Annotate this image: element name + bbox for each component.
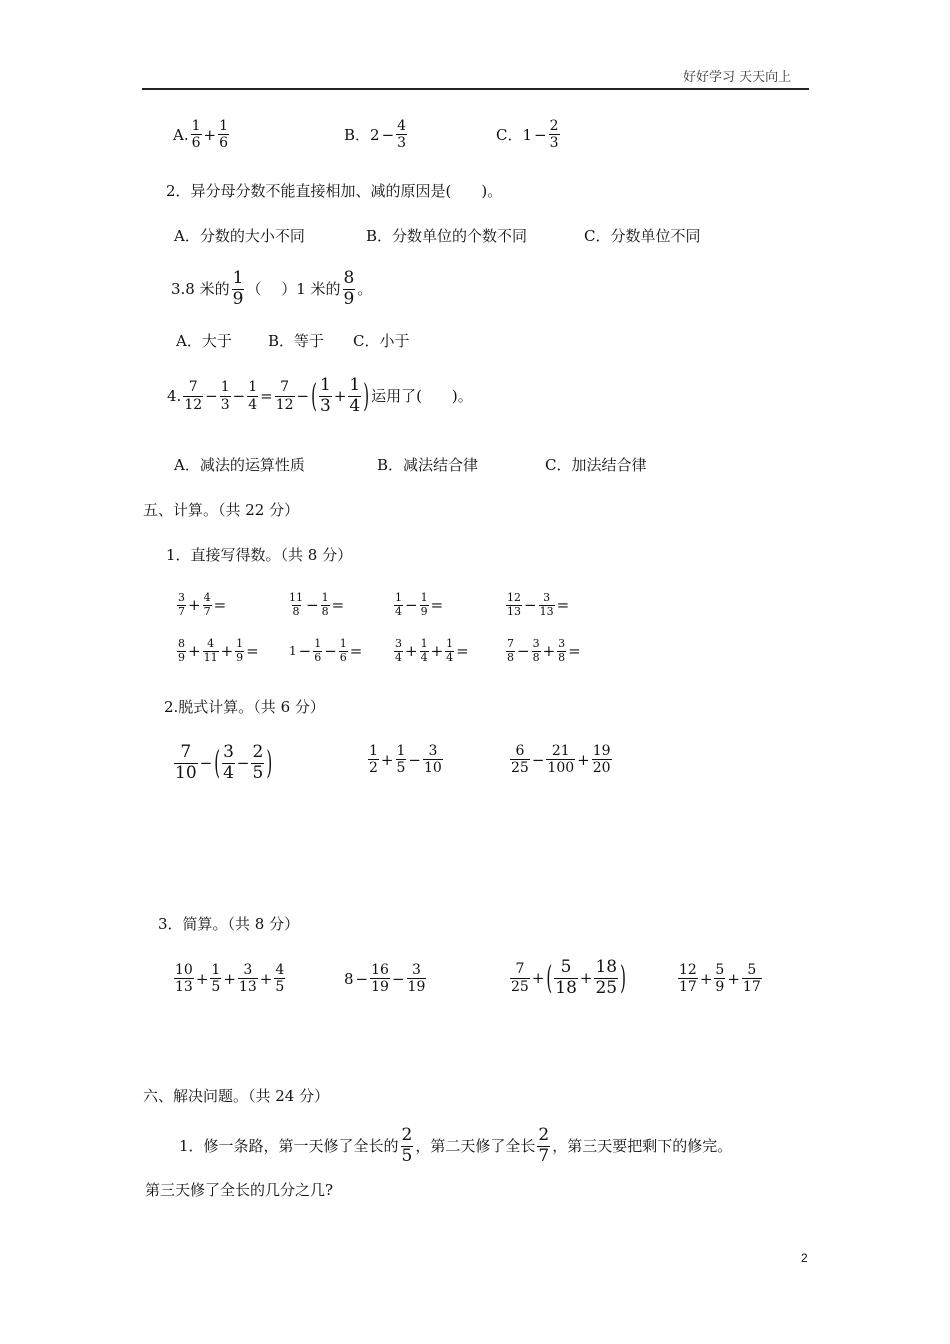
q4-option-a: A．减法的运算性质 [174,456,305,474]
q3-option-a: A．大于 [176,332,232,350]
problem-1-line-1: 1．修一条路，第一天修了全长的 $\frac{2}{5}$ ，第二天修了全长 $\frac{2}{7}$ ，第三天要把剩下的修完。 [179,1125,733,1166]
problem-1-line-2: 第三天修了全长的几分之几? [145,1181,334,1199]
q2-stem: 2．异分母分数不能直接相加、减的原因是( )。 [166,182,503,200]
q1-option-b: B．2 − $\frac{4}{3}$ [344,118,407,152]
section5-sub3: 3．简算。（共 8 分） [158,915,300,933]
section6-title: 六、解决问题。（共 24 分） [143,1087,330,1105]
q2-option-b: B．分数单位的个数不同 [366,227,528,245]
mental-r2-3: $\frac{3}{4}$ + $\frac{1}{4}$ + $\frac{1}{4}$ = [395,637,469,664]
section5-title: 五、计算。（共 22 分） [143,501,300,519]
q1-option-c: C．1 − $\frac{2}{3}$ [496,118,559,152]
mental-r1-3: $\frac{1}{4}$ − $\frac{1}{9}$ = [395,591,444,618]
mental-r2-1: $\frac{8}{9}$ + $\frac{4}{11}$ + $\frac{1}{9}$ = [178,637,259,664]
mental-r2-4: $\frac{7}{8}$ − $\frac{3}{8}$ + $\frac{3}{8}$ = [507,637,581,664]
stepcalc-expr-3: $\frac{6}{25}$ − $\frac{21}{100}$ + $\frac{19}{20}$ [511,743,611,777]
simplify-expr-1: $\frac{10}{13}$ + $\frac{1}{5}$ + $\frac{3}{13}$ + $\frac{4}{5}$ [175,962,285,996]
header-rule [142,88,809,90]
section5-sub1: 1．直接写得数。（共 8 分） [166,546,353,564]
q4-stem: 4. $\frac{7}{12}$ − $\frac{1}{3}$ − $\frac{1}{4}$ = $\frac{7}{12}$ − ( $\frac{1}{3}$ + $\frac{1}{4}$ ) 运用了( )。 [167,375,473,416]
q2-option-a: A．分数的大小不同 [174,227,305,245]
mental-r2-2: 1 − $\frac{1}{6}$ − $\frac{1}{6}$ = [289,637,363,664]
mental-r1-4: $\frac{12}{13}$ − $\frac{3}{13}$ = [507,591,570,618]
section5-sub2: 2.脱式计算。（共 6 分） [164,698,325,716]
header-motto: 好好学习 天天向上 [683,70,792,85]
q2-option-c: C．分数单位不同 [584,227,701,245]
stepcalc-expr-2: $\frac{1}{2}$ + $\frac{1}{5}$ − $\frac{3}{10}$ [369,743,442,777]
q4-option-c: C．加法结合律 [545,456,647,474]
q3-option-b: B．等于 [268,332,325,350]
q3-stem: 3.8 米的 $\frac{1}{9}$ （ ）1 米的 $\frac{8}{9}$ 。 [171,268,373,309]
q3-option-c: C．小于 [353,332,410,350]
stepcalc-expr-1: $\frac{7}{10}$ − ( $\frac{3}{4}$ − $\frac{2}{5}$ ) [175,742,273,783]
page-number: 2 [801,1251,808,1265]
mental-r1-2: $\frac{11}{8}$ − $\frac{1}{8}$ = [289,591,345,618]
simplify-expr-3: $\frac{7}{25}$ + ( $\frac{5}{18}$ + $\frac{18}{25}$ ) [511,957,626,998]
q1-option-a: A. $\frac{1}{6}$ + $\frac{1}{6}$ [173,118,229,152]
mental-r1-1: $\frac{3}{7}$ + $\frac{4}{7}$ = [178,591,227,618]
simplify-expr-4: $\frac{12}{17}$ + $\frac{5}{9}$ + $\frac{5}{17}$ [679,962,761,996]
simplify-expr-2: 8 − $\frac{16}{19}$ − $\frac{3}{19}$ [344,962,426,996]
q4-option-b: B．减法结合律 [377,456,479,474]
